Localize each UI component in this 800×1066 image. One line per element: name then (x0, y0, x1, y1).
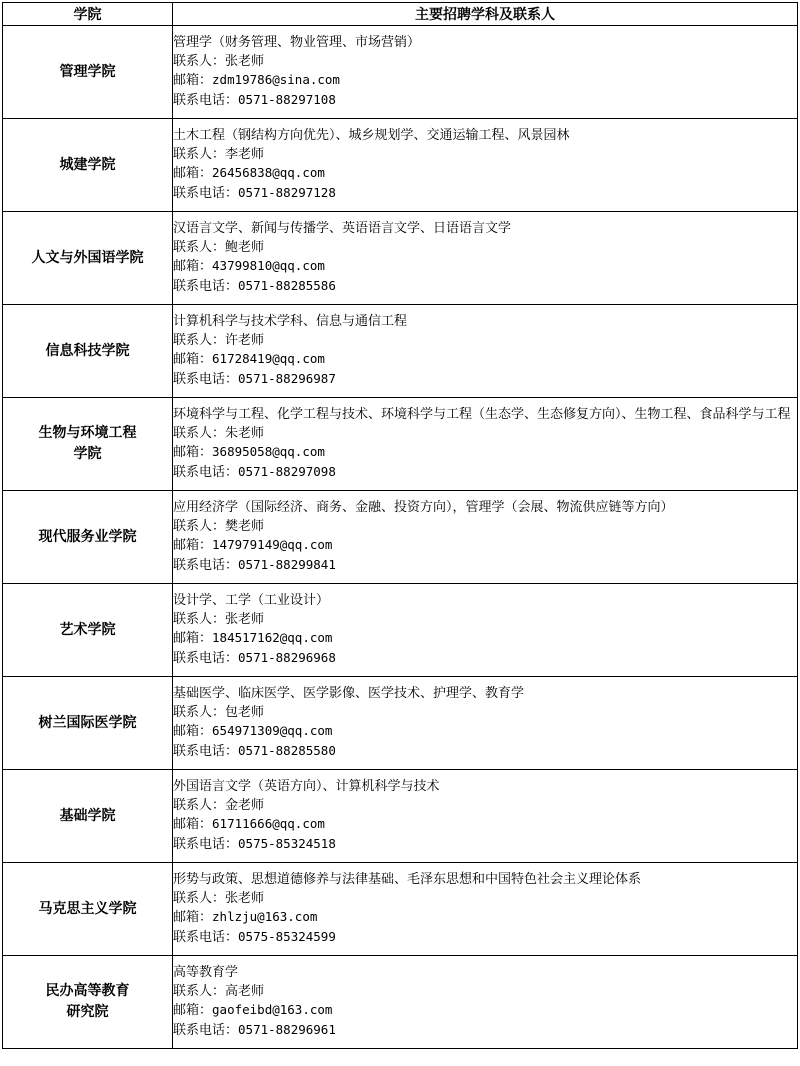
email-line (173, 722, 797, 742)
phone-label: 联系电话： (173, 836, 239, 852)
phone-line (173, 928, 797, 948)
college-name: 研究院 (66, 1004, 109, 1020)
info-cell (173, 26, 798, 119)
contact-line (173, 425, 797, 444)
subjects-text: 外国语言文学（英语方向）、计算机科学与技术 (173, 779, 440, 794)
contact-value: 高老师 (225, 983, 265, 999)
email-value: 43799810@qq.com (212, 258, 325, 273)
college-cell (3, 491, 173, 584)
subjects-text: 计算机科学与技术学科、信息与通信工程 (173, 314, 408, 329)
email-label: 邮箱： (173, 445, 213, 460)
contact-label: 联系人： (173, 518, 226, 534)
email-line (173, 71, 797, 91)
phone-value: 0571-88296968 (238, 649, 336, 665)
table-body (3, 26, 798, 1049)
college-name: 马克思主义学院 (38, 900, 137, 917)
phone-value: 0571-88285586 (238, 277, 336, 293)
email-label: 邮箱： (173, 1003, 213, 1018)
contact-label: 联系人： (173, 53, 226, 69)
phone-value: 0571-88297108 (238, 91, 336, 107)
subjects-text: 应用经济学（国际经济、商务、金融、投资方向），管理学（会展、物流供应链等方向） (173, 500, 674, 515)
phone-line (173, 184, 797, 204)
phone-label: 联系电话： (173, 557, 239, 573)
info-cell (173, 863, 798, 956)
phone-line (173, 1021, 797, 1041)
info-cell (173, 305, 798, 398)
phone-line (173, 835, 797, 855)
phone-label: 联系电话： (173, 185, 239, 201)
college-cell (3, 26, 173, 119)
email-value: 61711666@qq.com (212, 816, 325, 831)
phone-label: 联系电话： (173, 650, 239, 666)
contact-label: 联系人： (173, 425, 226, 441)
table-row (3, 119, 798, 212)
table-row (3, 677, 798, 770)
college-name: 现代服务业学院 (38, 528, 137, 545)
phone-label: 联系电话： (173, 464, 239, 480)
phone-value: 0575-85324518 (238, 835, 336, 851)
subjects-text: 汉语言文学、新闻与传播学、英语语言文学、日语语言文学 (173, 221, 512, 236)
email-label: 邮箱： (173, 631, 213, 646)
contact-line (173, 983, 797, 1002)
phone-label: 联系电话： (173, 371, 239, 387)
college-name: 生物与环境工程 (38, 425, 137, 441)
phone-line (173, 370, 797, 390)
info-cell (173, 398, 798, 491)
phone-value: 0575-85324599 (238, 928, 336, 944)
info-cell (173, 212, 798, 305)
email-line (173, 536, 797, 556)
college-name: 树兰国际医学院 (38, 714, 137, 731)
college-name: 学院 (73, 446, 102, 462)
phone-label: 联系电话： (173, 278, 239, 294)
email-line (173, 629, 797, 649)
subjects-text: 环境科学与工程、化学工程与技术、环境科学与工程（生态学、生态修复方向）、生物工程、食品科学与工程 (173, 407, 791, 422)
subjects-text: 基础医学、临床医学、医学影像、医学技术、护理学、教育学 (173, 686, 525, 701)
email-value: 147979149@qq.com (212, 537, 333, 552)
college-name: 信息科技学院 (45, 342, 130, 359)
phone-value: 0571-88285580 (238, 742, 336, 758)
contact-line (173, 239, 797, 258)
email-label: 邮箱： (173, 73, 213, 88)
table-row (3, 956, 798, 1049)
table-row (3, 863, 798, 956)
email-value: 184517162@qq.com (212, 630, 333, 645)
info-cell (173, 491, 798, 584)
college-name: 民办高等教育 (45, 983, 130, 999)
header-subjects-contacts: 主要招聘学科及联系人 (173, 3, 798, 26)
phone-label: 联系电话： (173, 929, 239, 945)
phone-value: 0571-88296987 (238, 370, 336, 386)
contact-line (173, 146, 797, 165)
contact-label: 联系人： (173, 239, 226, 255)
subjects-text: 高等教育学 (173, 965, 239, 980)
phone-value: 0571-88299841 (238, 556, 336, 572)
email-value: gaofeibd@163.com (212, 1002, 333, 1017)
phone-value: 0571-88296961 (238, 1021, 336, 1037)
email-label: 邮箱： (173, 166, 213, 181)
phone-line (173, 556, 797, 576)
table-row (3, 770, 798, 863)
table-row (3, 212, 798, 305)
college-name: 人文与外国语学院 (31, 249, 144, 266)
contact-label: 联系人： (173, 611, 226, 627)
table-row (3, 305, 798, 398)
contact-line (173, 332, 797, 351)
phone-line (173, 649, 797, 669)
email-value: 36895058@qq.com (212, 444, 325, 459)
college-name: 基础学院 (59, 807, 116, 824)
email-line (173, 815, 797, 835)
email-line (173, 164, 797, 184)
subjects-text: 土木工程（钢结构方向优先）、城乡规划学、交通运输工程、风景园林 (173, 128, 570, 143)
contact-line (173, 518, 797, 537)
subjects-text: 管理学（财务管理、物业管理、市场营销） (173, 35, 421, 50)
phone-label: 联系电话： (173, 1022, 239, 1038)
contact-value: 樊老师 (225, 518, 265, 534)
contact-label: 联系人： (173, 890, 226, 906)
email-label: 邮箱： (173, 259, 213, 274)
email-value: 654971309@qq.com (212, 723, 333, 738)
college-name: 艺术学院 (59, 621, 116, 638)
info-cell (173, 770, 798, 863)
contact-value: 张老师 (225, 611, 265, 627)
contact-label: 联系人： (173, 332, 226, 348)
email-line (173, 1001, 797, 1021)
info-cell (173, 956, 798, 1049)
college-cell (3, 212, 173, 305)
email-label: 邮箱： (173, 538, 213, 553)
email-value: 61728419@qq.com (212, 351, 325, 366)
college-cell (3, 677, 173, 770)
college-cell (3, 956, 173, 1049)
contact-line (173, 53, 797, 72)
info-cell (173, 584, 798, 677)
contact-value: 张老师 (225, 890, 265, 906)
table-row (3, 398, 798, 491)
info-cell (173, 119, 798, 212)
college-cell (3, 770, 173, 863)
table-row (3, 584, 798, 677)
college-cell (3, 584, 173, 677)
phone-value: 0571-88297128 (238, 184, 336, 200)
contact-value: 李老师 (225, 146, 265, 162)
contact-value: 许老师 (225, 332, 265, 348)
phone-value: 0571-88297098 (238, 463, 336, 479)
contact-value: 包老师 (225, 704, 265, 720)
college-name: 城建学院 (59, 156, 116, 173)
contact-line (173, 704, 797, 723)
contact-label: 联系人： (173, 146, 226, 162)
phone-line (173, 91, 797, 111)
phone-label: 联系电话： (173, 92, 239, 108)
college-name: 管理学院 (59, 63, 116, 80)
email-line (173, 257, 797, 277)
email-line (173, 350, 797, 370)
contact-value: 鲍老师 (225, 239, 265, 255)
header-college: 学院 (3, 3, 173, 26)
college-cell (3, 119, 173, 212)
info-cell (173, 677, 798, 770)
college-cell (3, 305, 173, 398)
email-value: zdm19786@sina.com (212, 72, 340, 87)
contact-value: 金老师 (225, 797, 265, 813)
email-label: 邮箱： (173, 724, 213, 739)
subjects-text: 设计学、工学（工业设计） (173, 593, 330, 608)
college-cell (3, 398, 173, 491)
contact-line (173, 611, 797, 630)
table-header-row (3, 3, 798, 26)
contact-line (173, 797, 797, 816)
contact-label: 联系人： (173, 704, 226, 720)
contact-value: 朱老师 (225, 425, 265, 441)
email-value: 26456838@qq.com (212, 165, 325, 180)
recruitment-table (2, 2, 798, 1049)
contact-label: 联系人： (173, 797, 226, 813)
college-cell (3, 863, 173, 956)
email-label: 邮箱： (173, 817, 213, 832)
contact-line (173, 890, 797, 909)
contact-value: 张老师 (225, 53, 265, 69)
phone-line (173, 277, 797, 297)
phone-label: 联系电话： (173, 743, 239, 759)
email-line (173, 443, 797, 463)
email-label: 邮箱： (173, 352, 213, 367)
subjects-text: 形势与政策、思想道德修养与法律基础、毛泽东思想和中国特色社会主义理论体系 (173, 872, 642, 887)
table-row (3, 491, 798, 584)
email-line (173, 908, 797, 928)
phone-line (173, 463, 797, 483)
table-row (3, 26, 798, 119)
contact-label: 联系人： (173, 983, 226, 999)
phone-line (173, 742, 797, 762)
email-label: 邮箱： (173, 910, 213, 925)
email-value: zhlzju@163.com (212, 909, 318, 924)
